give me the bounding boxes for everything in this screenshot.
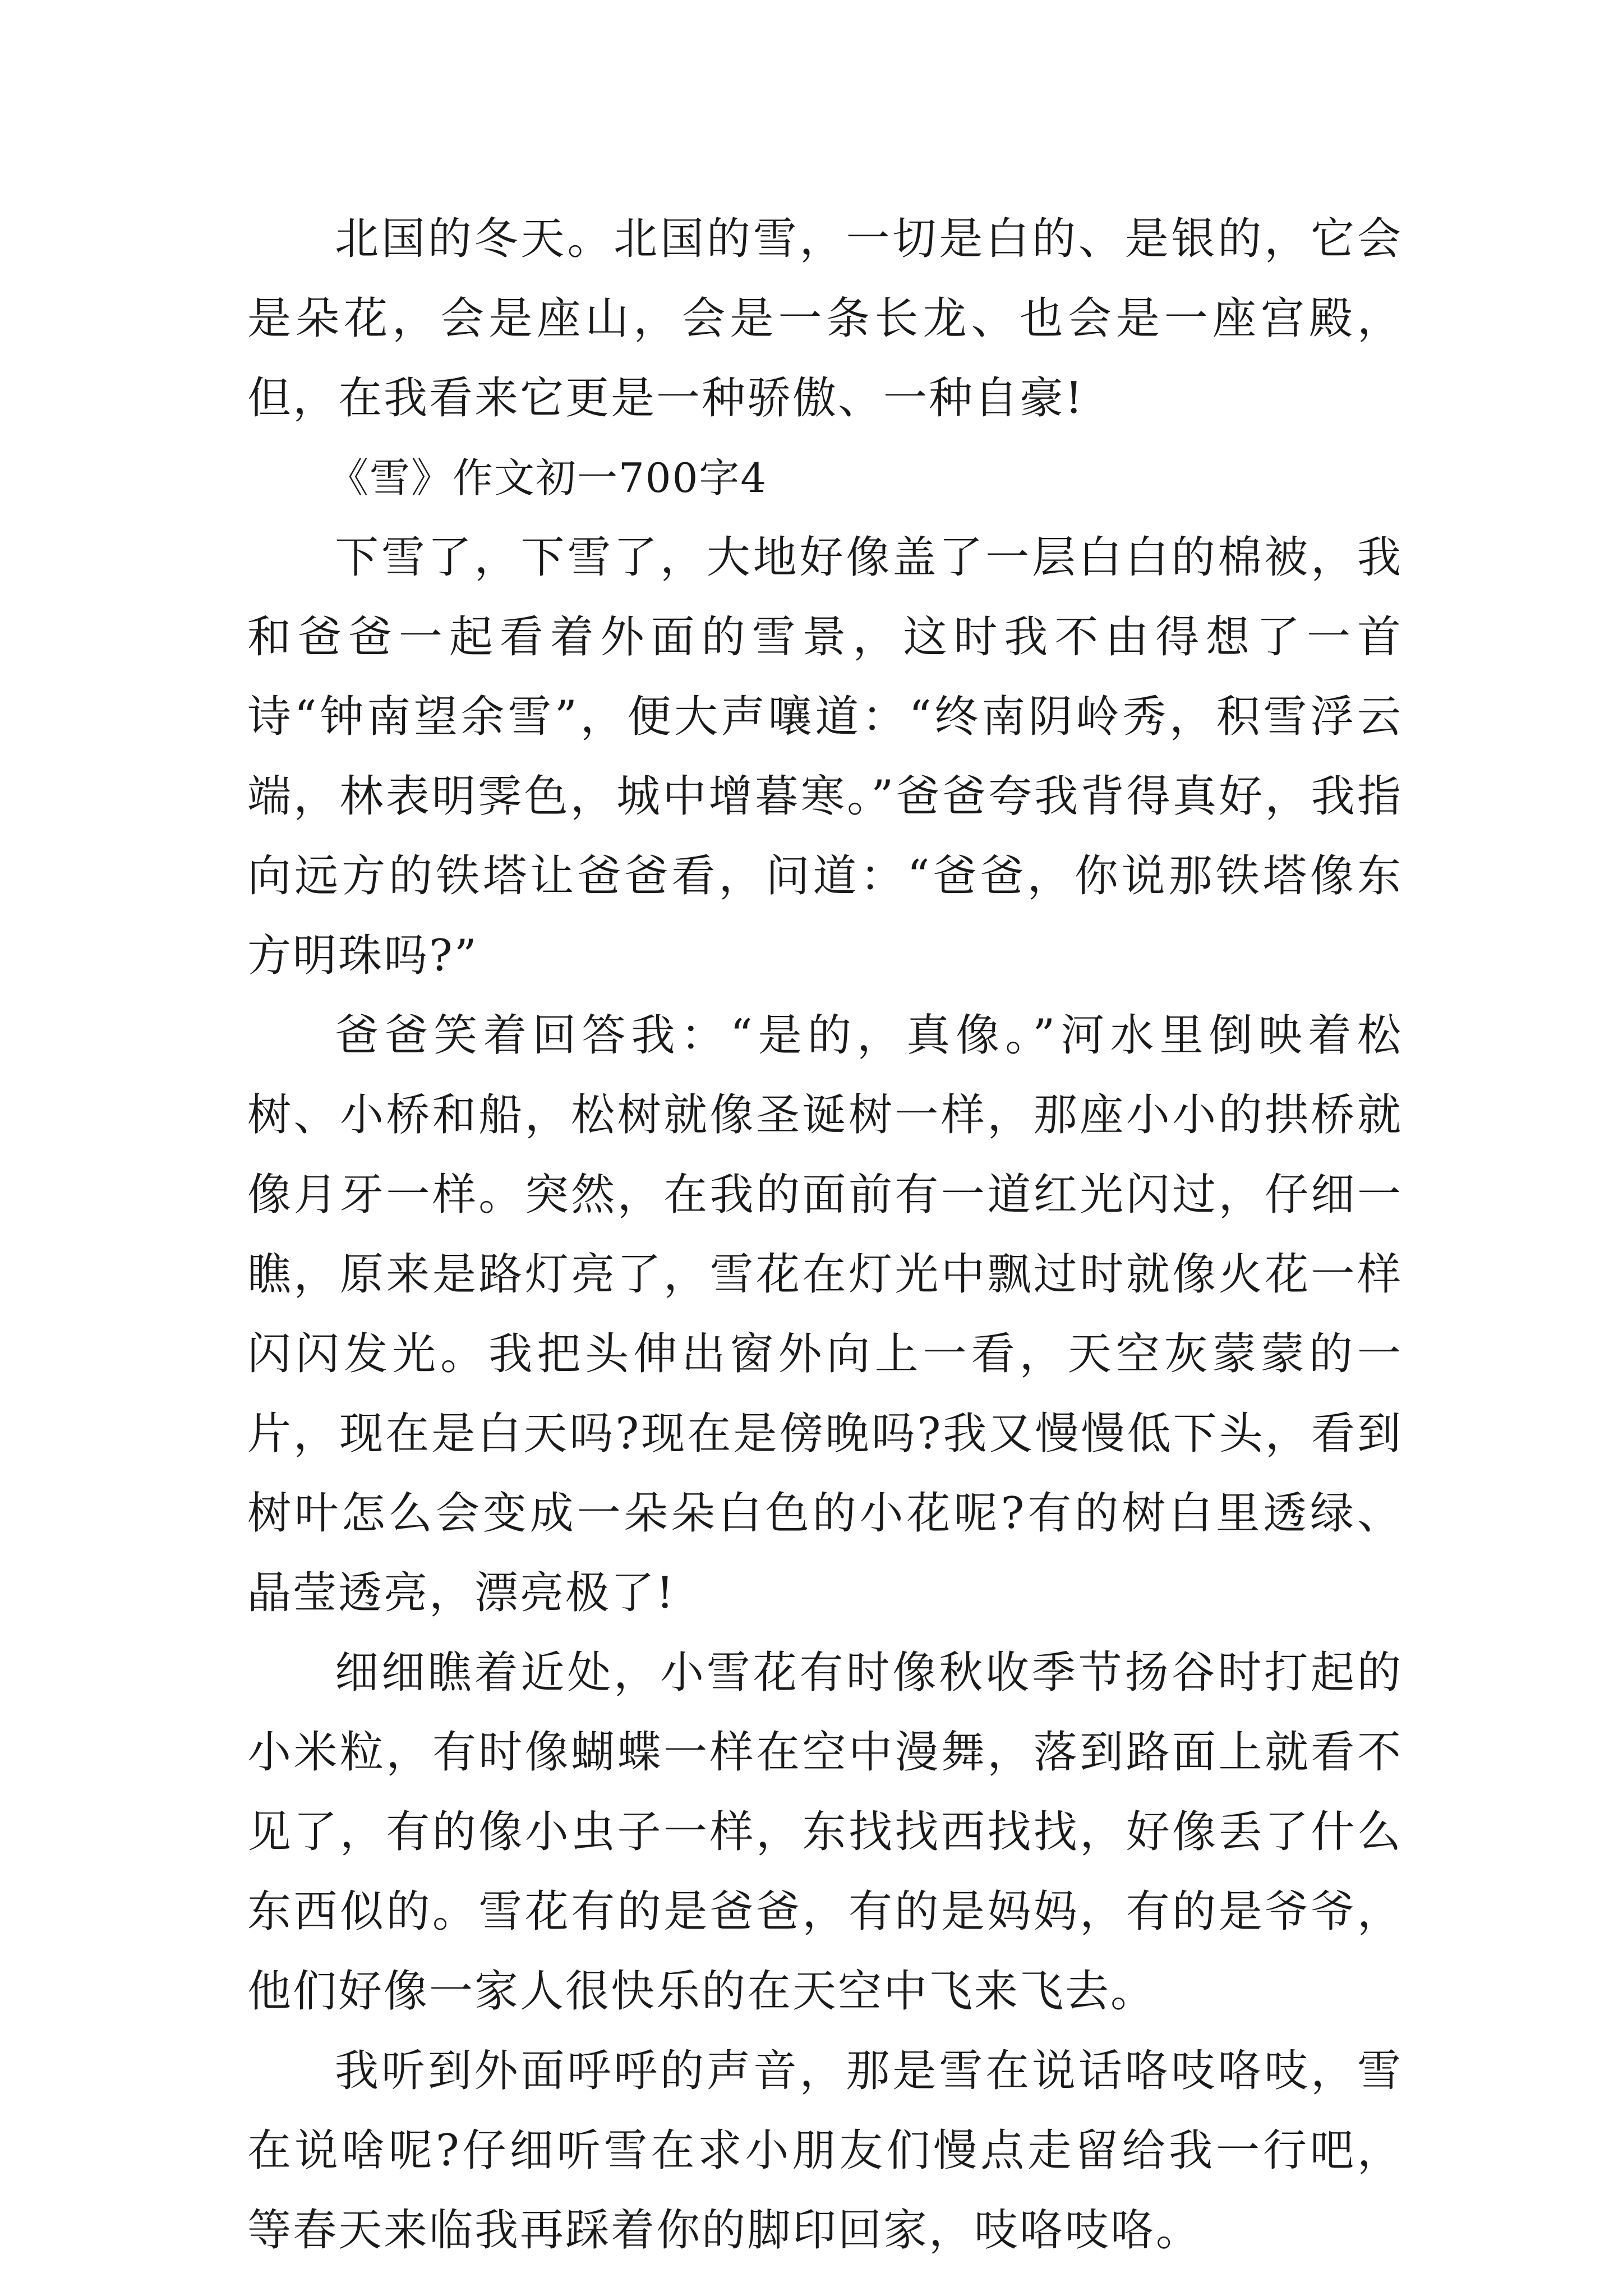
paragraph-intro: 北国的冬天。北国的雪，一切是白的、是银的，它会是朵花，会是座山，会是一条长龙、也会是一座宫殿，但，在我看来它更是一种骄傲、一种自豪! [247,214,1403,424]
paragraph-snow-voice: 我听到外面呼呼的声音，那是雪在说话咯吱咯吱，雪在说啥呢?仔细听雪在求小朋友们慢点走留给我一行吧，等春天来临我再踩着你的脚印回家，吱咯吱咯。 [247,2046,1403,2256]
paragraph-father-answer: 爸爸笑着回答我：“是的，真像。”河水里倒映着松树、小桥和船，松树就像圣诞树一样，那座小小的拱桥就像月牙一样。突然，在我的面前有一道红光闪过，仔细一瞧，原来是路灯亮了，雪花在灯光中飘过时就像火花一样闪闪发光。我把头伸出窗外向上一看，天空灰蒙蒙的一片，现在是白天吗?现在是傍晚吗?我又慢慢低下头，看到树叶怎么会变成一朵朵白色的小花呢?有的树白里透绿、晶莹透亮，漂亮极了! [247,1010,1403,1618]
essay-title: 《雪》作文初一700字4 [328,454,768,501]
paragraph-snowflakes: 细细瞧着近处，小雪花有时像秋收季节扬谷时打起的小米粒，有时像蝴蝶一样在空中漫舞，落到路面上就看不见了，有的像小虫子一样，东找找西找找，好像丢了什么东西似的。雪花有的是爸爸，有的是妈妈，有的是爷爷，他们好像一家人很快乐的在天空中飞来飞去。 [247,1648,1403,2017]
paragraph-snowfall: 下雪了，下雪了，大地好像盖了一层白白的棉被，我和爸爸一起看着外面的雪景，这时我不由得想了一首诗“钟南望余雪”，便大声嚷道：“终南阴岭秀，积雪浮云端，林表明霁色，城中增暮寒。”爸爸夸我背得真好，我指向远方的铁塔让爸爸看，问道：“爸爸，你说那铁塔像东方明珠吗?” [247,532,1403,981]
document-body [247,199,1403,2270]
